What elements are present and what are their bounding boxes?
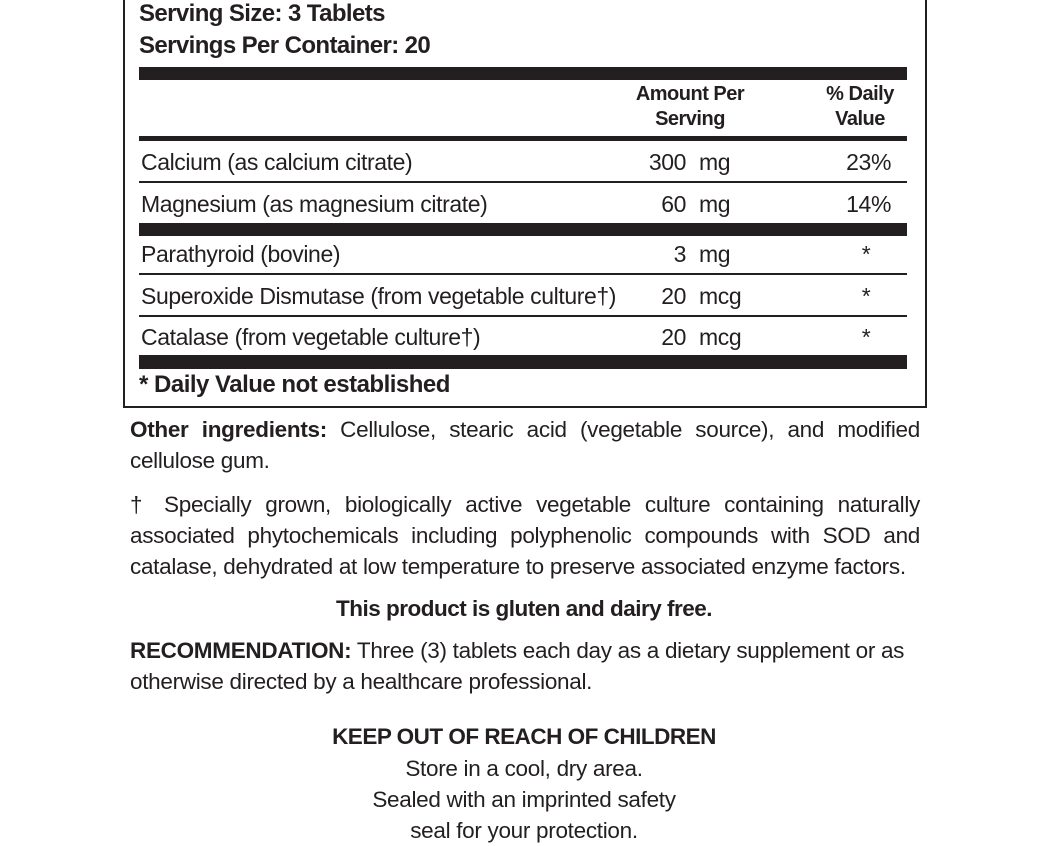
daily-value-header: % Daily Value — [826, 83, 894, 130]
dagger-note: † Specially grown, biologically active vegetable culture containing naturally associated phytochemicals including polyphenolic compounds with SOD and catalase, dehydrated at low temperature to preserve associated enzyme factors. — [130, 492, 920, 579]
daily-value-footnote: * Daily Value not established — [139, 371, 450, 398]
other-ingredients-text: Cellulose, stearic acid (vegetable source), and modified cellulose gum. — [130, 417, 920, 473]
nutrient-row — [139, 183, 907, 223]
nutrient-dv: * — [861, 241, 871, 267]
recommendation — [130, 635, 920, 697]
nutrient-name: Calcium (as calcium citrate) — [141, 149, 413, 175]
storage-line: seal for your protection. — [410, 818, 638, 843]
nutrient-amount: 3 — [673, 241, 686, 267]
nutrient-dv: 14% — [846, 191, 891, 217]
other-ingredients — [130, 414, 920, 476]
other-ingredients-label: Other ingredients: — [130, 417, 327, 442]
servings-per-container: Servings Per Container: 20 — [139, 32, 431, 59]
nutrient-unit: mg — [699, 149, 731, 175]
nutrient-unit: mcg — [699, 283, 742, 309]
recommendation-text: Three (3) tablets each day as a dietary supplement or as otherwise directed by a healthcare professional. — [130, 638, 905, 694]
recommendation-label: RECOMMENDATION: — [130, 638, 352, 663]
nutrient-unit: mg — [699, 241, 731, 267]
thick-divider — [139, 67, 907, 80]
gluten-dairy-free-note: This product is gluten and dairy free. — [335, 596, 713, 621]
nutrient-amount: 20 — [661, 283, 686, 309]
amount-per-serving-header: Amount Per Serving — [635, 83, 745, 130]
supplement-facts-panel — [123, 0, 927, 408]
nutrient-unit: mcg — [699, 324, 742, 350]
nutrient-amount: 20 — [661, 324, 686, 350]
nutrient-row — [139, 275, 907, 315]
storage-line: Store in a cool, dry area. — [405, 756, 643, 781]
nutrient-row — [139, 316, 907, 356]
nutrient-amount: 60 — [661, 191, 686, 217]
nutrient-name: Magnesium (as magnesium citrate) — [141, 191, 488, 217]
storage-line: Sealed with an imprinted safety — [372, 787, 676, 812]
nutrient-unit: mg — [699, 191, 731, 217]
nutrient-row — [139, 233, 907, 273]
nutrient-amount: 300 — [648, 149, 686, 175]
nutrient-row — [139, 141, 907, 181]
thick-divider — [139, 355, 907, 369]
nutrient-dv: 23% — [846, 149, 891, 175]
nutrient-name: Parathyroid (bovine) — [141, 241, 341, 267]
nutrient-name: Superoxide Dismutase (from vegetable culture†) — [141, 283, 617, 309]
nutrient-name: Catalase (from vegetable culture†) — [141, 324, 481, 350]
nutrient-dv: * — [861, 283, 871, 309]
serving-size: Serving Size: 3 Tablets — [139, 0, 385, 27]
nutrient-dv: * — [861, 324, 871, 350]
children-warning: KEEP OUT OF REACH OF CHILDREN — [332, 724, 716, 749]
